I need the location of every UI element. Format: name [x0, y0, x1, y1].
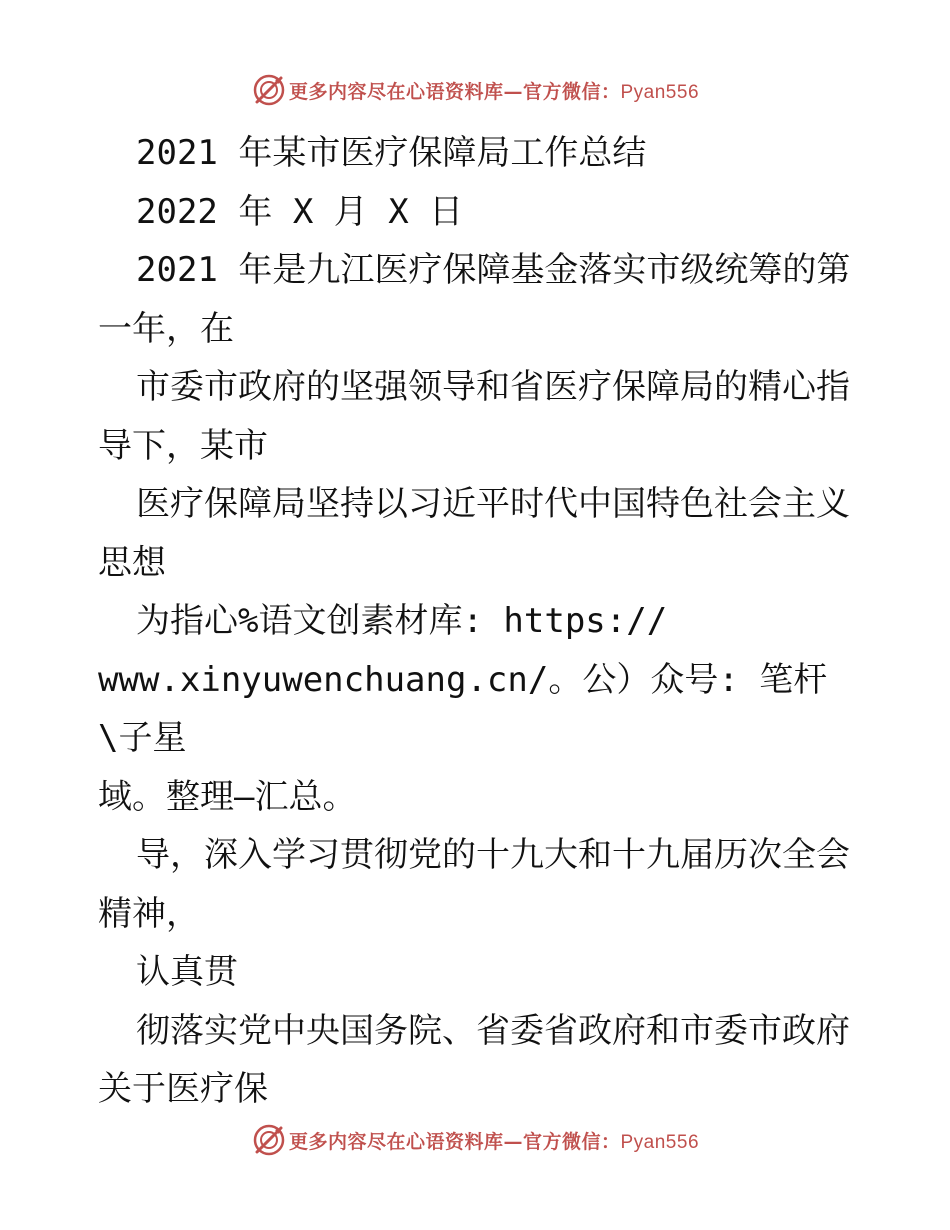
document-line: 认真贯: [136, 952, 238, 992]
document-line: 市委市政府的坚强领导和省医疗保障局的精心指: [136, 367, 850, 407]
document-line: 一年，在: [98, 308, 234, 349]
brush-logo-icon: [251, 1122, 287, 1158]
document-line: 为指心%语文创素材库: https://: [136, 601, 668, 641]
document-body: [98, 124, 878, 1119]
document-line: www.xinyuwenchuang.cn/。公）众号: 笔杆\子星: [98, 659, 828, 758]
brush-logo-icon: [251, 72, 287, 108]
footer-banner-text: 更多内容尽在心语资料库—官方微信：Pyan556: [288, 1130, 700, 1153]
document-line: 关于医疗保: [98, 1069, 268, 1109]
header-banner-text: 更多内容尽在心语资料库—官方微信：Pyan556: [288, 80, 700, 103]
document-line: 医疗保障局坚持以习近平时代中国特色社会主义: [136, 484, 850, 524]
document-line: 2021 年某市医疗保障局工作总结: [136, 133, 647, 173]
document-line: 思想: [98, 542, 166, 583]
document-line: 导下，某市: [98, 425, 268, 466]
footer-wechat-id: Pyan556: [620, 1131, 700, 1153]
document-line: 导，深入学习贯彻党的十九大和十九届历次全会: [136, 835, 850, 875]
document-line: 精神，: [98, 893, 200, 934]
document-line: 2021 年是九江医疗保障基金落实市级统筹的第: [136, 250, 851, 290]
footer-banner: [0, 1120, 950, 1160]
document-line: 彻落实党中央国务院、省委省政府和市委市政府: [136, 1010, 850, 1051]
document-line: 域。整理—汇总。: [98, 776, 357, 817]
header-wechat-id: Pyan556: [620, 81, 700, 103]
document-line: 2022 年 X 月 X 日: [136, 191, 464, 232]
header-banner: [0, 70, 950, 110]
